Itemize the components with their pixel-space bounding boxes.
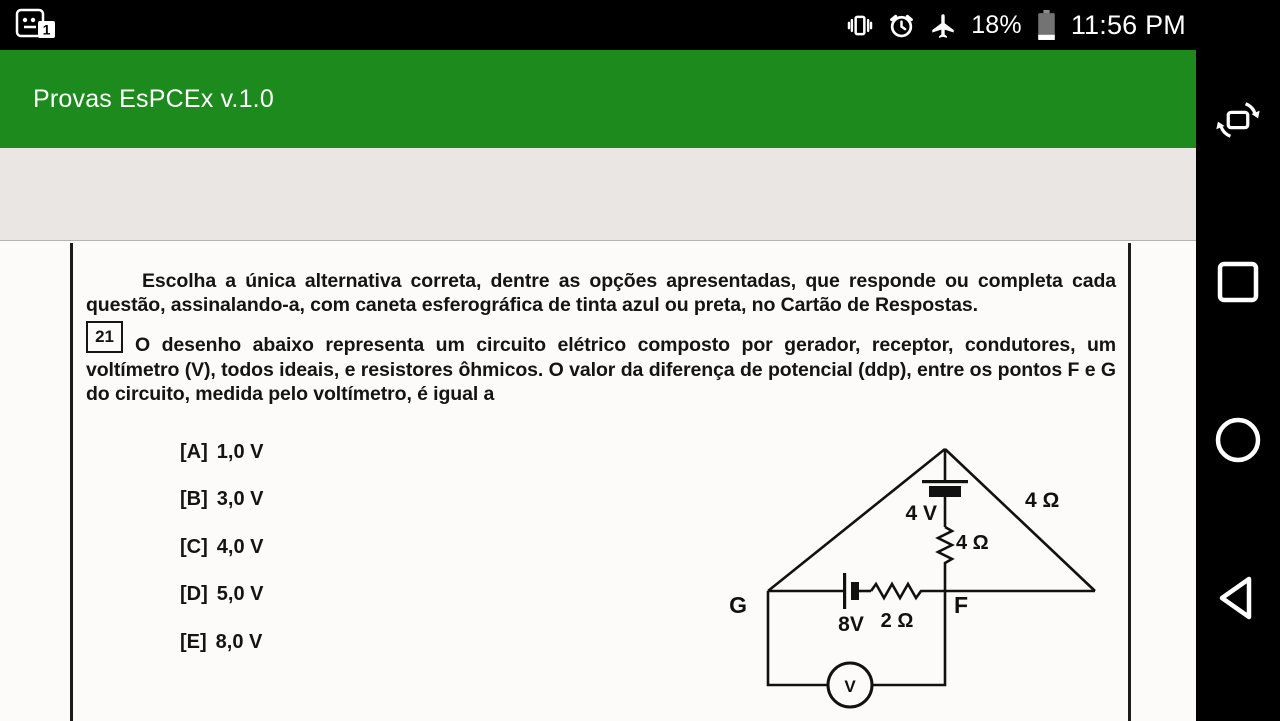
middle-resistor-zigzag	[938, 527, 952, 591]
notification-icon	[14, 8, 66, 44]
answer-option	[180, 536, 420, 583]
bottom-battery-label: 8V	[838, 613, 864, 636]
notification-badge: 1	[42, 21, 51, 38]
option-letter: [D]	[180, 583, 208, 606]
option-value: 1,0 V	[216, 441, 264, 463]
option-letter: [E]	[180, 630, 207, 653]
app-bar	[0, 50, 1196, 148]
answer-option	[180, 441, 420, 488]
circuit-diagram	[715, 439, 1110, 721]
option-value: 8,0 V	[215, 630, 263, 653]
middle-resistor-label: 4 Ω	[956, 532, 989, 554]
node-g-label: G	[729, 592, 747, 618]
page-title: Provas EsPCEx v.1.0	[33, 84, 274, 113]
question-frame-right-border	[1128, 243, 1131, 721]
node-f-label: F	[954, 592, 969, 618]
status-bar	[0, 0, 1280, 50]
option-letter: [A]	[180, 441, 208, 463]
bottom-resistor-label: 2 Ω	[880, 610, 914, 632]
document-viewer[interactable]	[0, 148, 1196, 720]
exam-instructions: Escolha a única alternativa correta, dentre as opções apresentadas, que responde ou completa cada questão, assinalando-a, com caneta esferográfica de tinta azul ou preta, no Cartão de Respostas.	[86, 269, 1116, 316]
top-battery-label: 4 V	[905, 502, 937, 525]
option-value: 5,0 V	[216, 583, 264, 606]
back-button[interactable]	[1216, 574, 1260, 625]
bottom-resistor-zigzag	[871, 584, 1095, 598]
battery-icon	[1037, 10, 1056, 41]
back-icon	[1216, 574, 1260, 622]
clock-label: 11:56 PM	[1070, 9, 1186, 40]
right-resistor-label: 4 Ω	[1025, 489, 1060, 512]
answer-option	[180, 631, 420, 678]
voltmeter-label: V	[844, 677, 856, 696]
question-number: 21	[86, 321, 123, 353]
navigation-bar	[1196, 0, 1280, 720]
recents-button[interactable]	[1215, 259, 1261, 308]
recents-icon	[1215, 259, 1261, 305]
bottom-battery-thin-plate	[843, 573, 846, 609]
option-letter: [B]	[180, 488, 208, 511]
rotate-screen-button[interactable]	[1212, 94, 1264, 149]
alarm-icon	[888, 12, 915, 39]
answer-option	[180, 583, 420, 630]
question-block	[86, 327, 1116, 407]
document-page	[0, 240, 1196, 721]
battery-percent-label: 18%	[971, 10, 1022, 39]
rotate-screen-icon	[1212, 94, 1264, 146]
airplane-mode-icon	[930, 12, 956, 39]
question-frame-left-border	[70, 243, 73, 721]
vibrate-icon	[847, 12, 873, 39]
home-button[interactable]	[1214, 416, 1262, 467]
option-value: 3,0 V	[216, 488, 264, 511]
bottom-battery-thick-plate	[851, 582, 859, 600]
top-battery-thick-plate	[929, 486, 961, 497]
answer-options	[180, 441, 420, 678]
home-icon	[1214, 416, 1262, 464]
answer-option	[180, 488, 420, 535]
top-battery-thin-plate	[922, 480, 968, 483]
option-value: 4,0 V	[216, 535, 264, 558]
question-text: O desenho abaixo representa um circuito elétrico composto por gerador, receptor, condutores, um voltímetro (V), todos ideais, e resistores ôhmicos. O valor da diferença de potencial (ddp), entre os pontos F e G do circuito, medida pelo voltímetro, é igual a	[86, 334, 1116, 405]
option-letter: [C]	[180, 535, 208, 558]
